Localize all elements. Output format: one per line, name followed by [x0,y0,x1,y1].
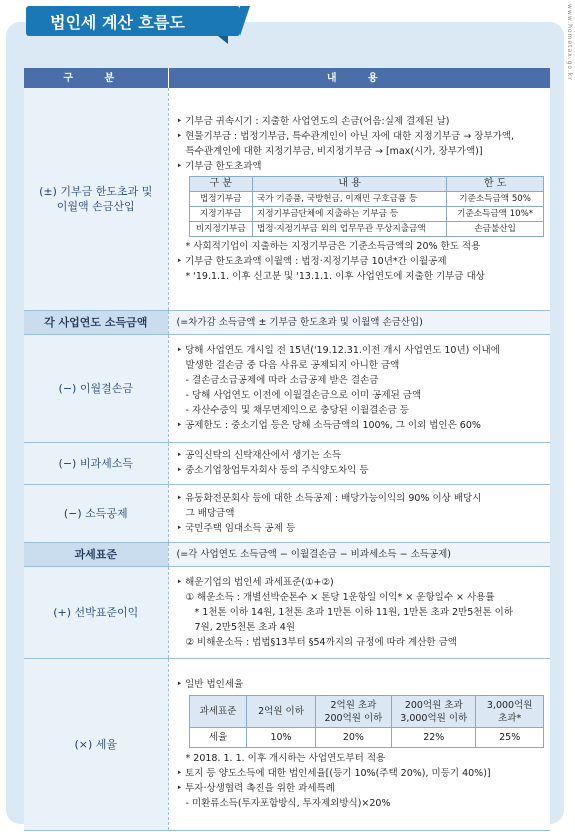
income-text: (=차가감 소득금액 ± 기부금 한도초과 및 이월액 손금산입) [176,316,423,328]
label-loss: (−) 이월결손금 [24,334,168,442]
rate-line: - 미환류소득(투자포함방식, 투자제외방식)×20% [185,798,391,809]
sub-cell: 국가 기증품, 국방헌금, 이재민 구호금품 등 [253,191,447,206]
row-deduction [24,484,550,542]
side-url-text: www.hometax.go.kr [566,4,573,81]
rate-header: 2억원 이하 [247,696,315,728]
row-loss [24,334,550,442]
rate-line: ‣ 토지 등 양도소득에 대한 법인세율[(등기 10%(주택 20%), 미등기 40%)] [177,766,545,781]
shipping-line: 7원, 2만5천톤 초과 4원 [194,621,295,633]
label-rate: (×) 세율 [24,658,168,830]
donation-note: ‣ 기부금 한도초과액 이월액 : 법정·지정기부금 10년*간 이월공제 [177,254,545,269]
donation-limit-table [189,176,545,237]
label-base: 과세표준 [24,542,168,566]
page-title: 법인세 계산 흐름도 [26,6,240,36]
row-income [24,310,550,334]
row-shipping [24,566,550,658]
rate-value: 20% [315,728,392,748]
row-donation [24,88,550,310]
sub-cell: 비지정기부금 [189,221,253,236]
label-donation: (±) 기부금 한도초과 및 이월액 손금산입 [24,88,168,310]
deduction-line: 그 배당금액 [185,507,235,519]
donation-note: * '19.1.1. 이후 신고분 및 '13.1.1. 이후 사업연도에 지출한 기부금 대상 [185,270,485,282]
header-content: 내 용 [168,68,550,88]
rate-value: 세율 [189,728,247,748]
nontax-line: ‣ 중소기업창업투자회사 등의 주식양도차익 등 [177,463,545,478]
row-nontax [24,442,550,484]
label-shipping: (+) 선박표준이익 [24,566,168,658]
row-base [24,542,550,566]
content-base [168,542,550,566]
header-category: 구 분 [24,68,168,88]
loss-line: - 결손금소급공제에 따라 소급공제 받은 결손금 [185,375,379,386]
shipping-line: ② 비해운소득 : 법법§13부터 §54까지의 규정에 따라 계산한 금액 [185,636,457,648]
loss-line: - 자산수증익 및 채무면제익으로 충당된 이월결손금 등 [185,405,409,416]
rate-header: 200억원 초과 3,000억원 이하 [392,696,476,728]
nontax-line: ‣ 공익신탁의 신탁재산에서 생기는 소득 [177,448,545,463]
sub-cell: 손금불산입 [447,221,544,236]
corporate-tax-rate-table [189,695,545,748]
base-text: (=각 사업연도 소득금액 − 이월결손금 − 비과세소득 − 소득공제) [176,548,451,560]
loss-line: ‣ 공제한도 : 중소기업 등은 당해 소득금액의 100%, 그 이외 법인은 60% [177,418,545,433]
donation-line: ‣ 현물기부금 : 법정기부금, 특수관계인이 아닌 자에 대한 지정기부금 → 장부가액, [177,129,545,144]
row-rate [24,658,550,830]
loss-line: ‣ 당해 사업연도 개시일 전 15년('19.12.31.이전 개시 사업연도 10년) 이내에 [177,343,545,358]
sub-header: 한 도 [447,176,544,191]
content-donation [168,88,550,310]
title-tab-fold [218,36,228,44]
sub-cell: 지정기부금단체에 지출하는 기부금 등 [253,206,447,221]
content-deduction [168,484,550,542]
sub-header: 내 용 [253,176,447,191]
rate-header: 3,000억원 초과* [476,696,544,728]
rate-value: 10% [247,728,315,748]
deduction-line: ‣ 유동화전문회사 등에 대한 소득공제 : 배당가능이익의 90% 이상 배당시 [177,491,545,506]
shipping-line: ‣ 해운기업의 법인세 과세표준(①+②) [177,575,545,590]
loss-line: 발생한 결손금 중 다음 사유로 공제되지 아니한 금액 [185,360,400,371]
rate-line: ‣ 투자·상생협력 촉진을 위한 과세특례 [177,781,545,796]
sub-cell: 지정기부금 [189,206,253,221]
shipping-line: ① 해운소득 : 개별선박순톤수 × 톤당 1운항일 이익* × 운항일수 × 사용률 [185,591,495,603]
deduction-line: ‣ 국민주택 임대소득 공제 등 [177,521,545,536]
loss-line: - 당해 사업연도 이전에 이월결손금으로 이미 공제된 금액 [185,390,422,401]
donation-note: * 사회적기업이 지출하는 지정기부금은 기준소득금액의 20% 한도 적용 [185,240,481,252]
donation-line: ‣ 기부금 귀속시기 : 지출한 사업연도의 손금(어음:실제 결제된 날) [177,114,545,129]
rate-header: 2억원 초과 200억원 이하 [315,696,392,728]
donation-line: 특수관계인에 대한 지정기부금, 비지정기부금 → [max(시가, 장부가액)] [185,145,483,157]
rate-header: 과세표준 [189,696,247,728]
tax-flow-table [24,68,550,831]
rate-line: * 2018. 1. 1. 이후 개시하는 사업연도부터 적용 [185,753,386,764]
sub-header: 구 분 [189,176,253,191]
content-nontax [168,442,550,484]
rate-intro: ‣ 일반 법인세율 [177,677,545,692]
label-income: 각 사업연도 소득금액 [24,310,168,334]
content-rate [168,658,550,830]
sub-cell: 법정·지정기부금 외의 업무무관 무상지출금액 [253,221,447,236]
content-loss [168,334,550,442]
content-shipping [168,566,550,658]
rate-value: 25% [476,728,544,748]
label-deduction: (−) 소득공제 [24,484,168,542]
label-nontax: (−) 비과세소득 [24,442,168,484]
shipping-line: * 1천톤 이하 14원, 1천톤 초과 1만톤 이하 11원, 1만톤 초과 2만5천톤 이하 [194,606,514,618]
donation-line: ‣ 기부금 한도초과액 [177,159,545,174]
content-income [168,310,550,334]
sub-cell: 법정기부금 [189,191,253,206]
rate-value: 22% [392,728,476,748]
sub-cell: 기준소득금액 10%* [447,206,544,221]
sub-cell: 기준소득금액 50% [447,191,544,206]
